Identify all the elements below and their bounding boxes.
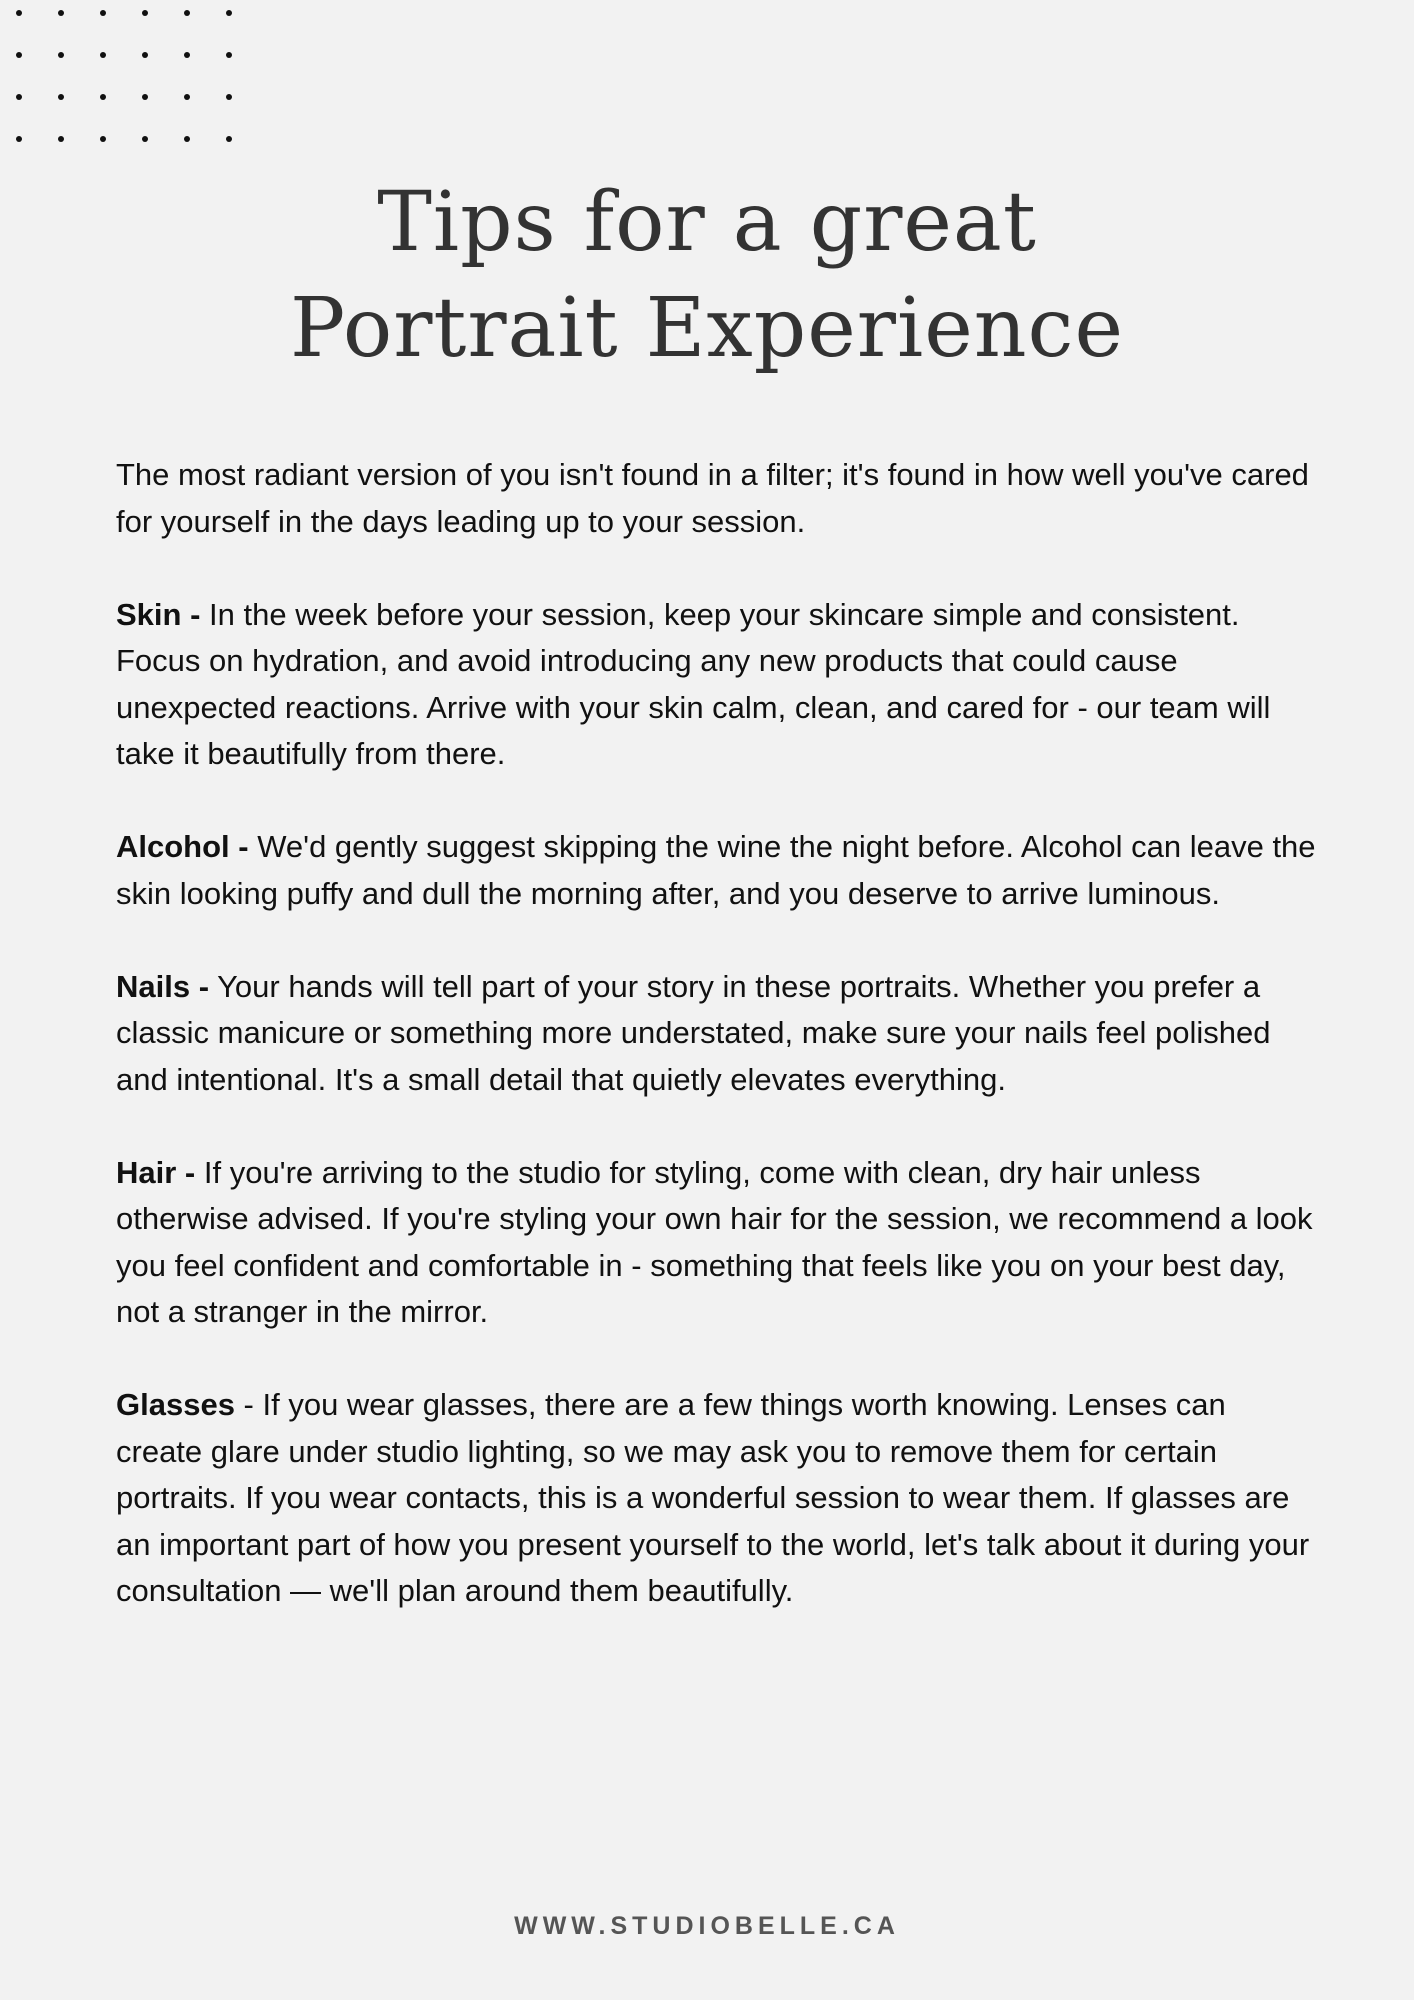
dot	[100, 10, 106, 16]
tip-alcohol	[116, 824, 1316, 917]
page-title-line-2: Portrait Experience	[289, 281, 1125, 376]
dot	[16, 136, 22, 142]
page-title	[0, 170, 1414, 382]
intro-paragraph: The most radiant version of you isn't found in a filter; it's found in how well you've cared for yourself in the days leading up to your session.	[116, 457, 1309, 539]
dot	[184, 136, 190, 142]
dot	[226, 52, 232, 58]
dot	[226, 94, 232, 100]
dot	[100, 52, 106, 58]
dot	[142, 94, 148, 100]
page-title-line-1: Tips for a great	[377, 175, 1037, 270]
decorative-dot-grid	[12, 6, 242, 146]
tip-skin-text: In the week before your session, keep your skincare simple and consistent. Focus on hydration, and avoid introducing any new products that could cause unexpected reactions. Arrive with your skin calm, clean, and cared for - our team will take it beautifully from there.	[116, 596, 1271, 771]
tip-hair	[116, 1150, 1316, 1336]
website-link[interactable]: WWW.STUDIOBELLE.CA	[514, 1912, 900, 1940]
dot	[58, 136, 64, 142]
dot	[142, 52, 148, 58]
tip-nails-text: Your hands will tell part of your story in these portraits. Whether you prefer a classic manicure or something more understated, make sure your nails feel polished and intentional. It's a small detail that quietly elevates everything.	[116, 968, 1271, 1097]
dot	[184, 52, 190, 58]
tip-skin-heading: Skin -	[116, 596, 201, 632]
tip-skin	[116, 592, 1316, 778]
dot	[100, 136, 106, 142]
dot	[142, 136, 148, 142]
dot	[184, 10, 190, 16]
dot	[58, 94, 64, 100]
tip-nails-heading: Nails -	[116, 968, 210, 1004]
tip-alcohol-heading: Alcohol -	[116, 829, 249, 864]
tip-nails	[116, 964, 1316, 1104]
tip-glasses	[116, 1382, 1316, 1615]
tips-content	[116, 452, 1316, 1661]
dot	[226, 10, 232, 16]
dot	[184, 94, 190, 100]
dot	[58, 52, 64, 58]
tip-hair-heading: Hair -	[116, 1154, 196, 1190]
dot	[100, 94, 106, 100]
tip-alcohol-text: We'd gently suggest skipping the wine the night before. Alcohol can leave the skin looking puffy and dull the morning after, and you deserve to arrive luminous.	[116, 829, 1316, 911]
dot	[16, 52, 22, 58]
tip-hair-text: If you're arriving to the studio for styling, come with clean, dry hair unless otherwise advised. If you're styling your own hair for the session, we recommend a look you feel confident and comfortable in - something that feels like you on your best day, not a stranger in the mirror.	[116, 1154, 1313, 1329]
dot	[142, 10, 148, 16]
dot	[226, 136, 232, 142]
dot	[58, 10, 64, 16]
dot	[16, 10, 22, 16]
tip-glasses-heading: Glasses	[116, 1387, 235, 1422]
tip-glasses-text: - If you wear glasses, there are a few things worth knowing. Lenses can create glare under studio lighting, so we may ask you to remove them for certain portraits. If you wear contacts, this is a wonderful session to wear them. If glasses are an important part of how you present yourself to the world, let's talk about it during your consultation — we'll plan around them beautifully.	[116, 1387, 1310, 1608]
dot	[16, 94, 22, 100]
